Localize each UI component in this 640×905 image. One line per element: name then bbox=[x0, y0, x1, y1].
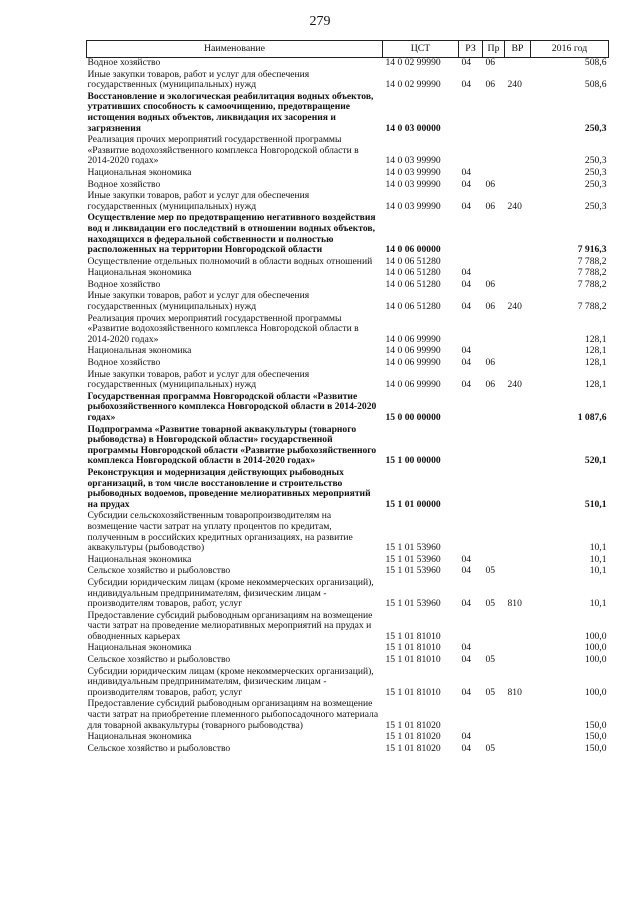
cell-pr bbox=[483, 392, 505, 425]
cell-name: Национальная экономика bbox=[87, 553, 192, 565]
cell-rz bbox=[459, 699, 483, 732]
table-row bbox=[87, 744, 609, 756]
table-row bbox=[87, 92, 609, 135]
cell-vr bbox=[505, 643, 531, 655]
table-row bbox=[87, 268, 609, 280]
cell-vr bbox=[505, 566, 531, 578]
cell-cst: 14 0 03 00000 bbox=[385, 122, 441, 134]
cell-pr bbox=[483, 92, 505, 135]
cell-rz: 04 bbox=[461, 731, 472, 743]
cell-sum: 250,3 bbox=[584, 178, 607, 190]
cell-sum: 7 788,2 bbox=[577, 278, 607, 290]
cell-name: Субсидии юридическим лицам (кроме некоммерческих организаций), индивидуальным предпринимателям, физическим лицам - производителям товаров, работ, услуг bbox=[87, 665, 374, 698]
cell-vr bbox=[505, 180, 531, 192]
cell-cst: 15 1 01 81010 bbox=[385, 630, 441, 642]
cell-cst: 15 0 00 00000 bbox=[385, 412, 441, 423]
cell-vr bbox=[505, 314, 531, 347]
cell-pr: 06 bbox=[485, 379, 496, 391]
cell-name: Восстановление и экологическая реабилитация водных объектов, утративших способность к самоочищению, предотвращение истощения водных объектов, ликвидация их засорения и загрязнения bbox=[87, 90, 374, 134]
cell-sum: 150,0 bbox=[584, 742, 607, 754]
cell-rz: 04 bbox=[461, 357, 472, 369]
table-row bbox=[87, 511, 609, 554]
cell-name: Предоставление субсидий рыбоводным организациям на возмещение части затрат на приобретение племенного рыбопосадочного материала для товарной аквакультуры (товарного рыбоводства) bbox=[87, 698, 379, 731]
cell-cst: 14 0 02 99990 bbox=[385, 57, 441, 68]
table-row bbox=[87, 425, 609, 468]
cell-pr: 06 bbox=[485, 200, 496, 212]
cell-sum: 100,0 bbox=[584, 654, 607, 666]
cell-cst: 15 1 00 00000 bbox=[385, 455, 441, 467]
cell-vr bbox=[505, 92, 531, 135]
cell-sum: 1 087,6 bbox=[577, 412, 607, 423]
cell-sum: 250,3 bbox=[584, 122, 607, 134]
cell-name: Национальная экономика bbox=[87, 166, 192, 178]
cell-vr bbox=[505, 135, 531, 168]
cell-name: Предоставление субсидий рыбоводным организациям на возмещение части затрат на проведение мелиоративных мероприятий на прудах и обводненных карьерах bbox=[87, 609, 373, 642]
cell-sum: 10,1 bbox=[589, 565, 607, 577]
cell-pr: 05 bbox=[485, 598, 496, 610]
header-pr: Пр bbox=[483, 41, 505, 58]
cell-vr bbox=[505, 280, 531, 292]
cell-cst: 15 1 01 81020 bbox=[385, 742, 441, 754]
cell-name: Иные закупки товаров, работ и услуг для обеспечения государственных (муниципальных) нужд bbox=[87, 368, 310, 391]
table-row bbox=[87, 358, 609, 370]
cell-name: Иные закупки товаров, работ и услуг для обеспечения государственных (муниципальных) нужд bbox=[87, 190, 310, 212]
cell-cst: 14 0 06 51280 bbox=[385, 278, 441, 290]
cell-cst: 14 0 06 99990 bbox=[385, 379, 441, 391]
cell-vr bbox=[505, 699, 531, 732]
cell-name: Водное хозяйство bbox=[87, 178, 161, 190]
table-row bbox=[87, 314, 609, 347]
header-cst: ЦСТ bbox=[383, 41, 459, 58]
cell-rz: 04 bbox=[461, 301, 472, 313]
cell-name: Реализация прочих мероприятий государственной программы «Развитие водохозяйственного комплекса Новгородской области в 2014-2020 годах» bbox=[87, 312, 359, 345]
cell-rz bbox=[459, 314, 483, 347]
cell-name: Национальная экономика bbox=[87, 267, 192, 279]
cell-pr: 05 bbox=[485, 742, 496, 754]
table-row bbox=[87, 191, 609, 213]
cell-vr bbox=[505, 257, 531, 269]
cell-pr bbox=[483, 168, 505, 180]
cell-vr bbox=[505, 611, 531, 644]
table-row bbox=[87, 70, 609, 92]
cell-name: Сельское хозяйство и рыболовство bbox=[87, 742, 231, 754]
cell-pr: 06 bbox=[485, 178, 496, 190]
header-year: 2016 год bbox=[531, 41, 609, 58]
cell-pr bbox=[483, 699, 505, 732]
header-rz: РЗ bbox=[459, 41, 483, 58]
cell-pr bbox=[483, 425, 505, 468]
table-body bbox=[87, 58, 609, 756]
cell-sum: 128,1 bbox=[584, 333, 607, 345]
header-vr: ВР bbox=[505, 41, 531, 58]
table-row bbox=[87, 135, 609, 168]
cell-sum: 7 788,2 bbox=[577, 255, 607, 267]
cell-rz: 04 bbox=[461, 267, 472, 279]
cell-sum: 128,1 bbox=[584, 345, 607, 357]
table-row bbox=[87, 291, 609, 313]
cell-sum: 100,0 bbox=[584, 642, 607, 654]
cell-rz: 04 bbox=[461, 654, 472, 666]
cell-pr: 06 bbox=[485, 301, 496, 313]
cell-cst: 14 0 06 51280 bbox=[385, 267, 441, 279]
cell-vr bbox=[505, 392, 531, 425]
cell-sum: 150,0 bbox=[584, 731, 607, 743]
cell-vr bbox=[505, 655, 531, 667]
cell-sum: 508,6 bbox=[584, 57, 607, 68]
cell-cst: 15 1 01 81010 bbox=[385, 642, 441, 654]
cell-sum: 128,1 bbox=[584, 379, 607, 391]
cell-cst: 14 0 03 99990 bbox=[385, 178, 441, 190]
cell-name: Реализация прочих мероприятий государственной программы «Развитие водохозяйственного комплекса Новгородской области в 2014-2020 годах» bbox=[87, 134, 359, 167]
cell-vr: 810 bbox=[507, 686, 522, 698]
cell-rz: 04 bbox=[461, 178, 472, 190]
table-row bbox=[87, 168, 609, 180]
cell-sum: 508,6 bbox=[584, 79, 607, 91]
cell-name: Водное хозяйство bbox=[87, 57, 161, 68]
cell-rz bbox=[459, 425, 483, 468]
cell-rz bbox=[459, 468, 483, 511]
cell-pr: 06 bbox=[485, 57, 496, 68]
cell-rz: 04 bbox=[461, 278, 472, 290]
cell-cst: 15 1 01 53960 bbox=[385, 598, 441, 610]
cell-name: Осуществление мер по предотвращению негативного воздействия вод и ликвидации его последствий в отношении водных объектов, находящихся в федеральной собственности и полностью расположенных на территории Новгородской области bbox=[87, 212, 376, 256]
cell-vr: 240 bbox=[507, 379, 522, 391]
cell-rz: 04 bbox=[461, 742, 472, 754]
cell-cst: 14 0 06 99990 bbox=[385, 333, 441, 345]
table-row bbox=[87, 58, 609, 70]
cell-pr: 05 bbox=[485, 686, 496, 698]
cell-cst: 14 0 06 99990 bbox=[385, 357, 441, 369]
cell-pr: 06 bbox=[485, 357, 496, 369]
cell-pr bbox=[483, 468, 505, 511]
cell-rz bbox=[459, 392, 483, 425]
cell-pr bbox=[483, 611, 505, 644]
cell-name: Водное хозяйство bbox=[87, 278, 161, 290]
cell-sum: 7 788,2 bbox=[577, 267, 607, 279]
cell-pr bbox=[483, 257, 505, 269]
cell-rz bbox=[459, 511, 483, 554]
cell-cst: 15 1 01 53960 bbox=[385, 565, 441, 577]
table-row bbox=[87, 213, 609, 256]
cell-rz: 04 bbox=[461, 200, 472, 212]
cell-cst: 14 0 03 99990 bbox=[385, 155, 441, 167]
cell-vr bbox=[505, 168, 531, 180]
cell-name: Национальная экономика bbox=[87, 731, 192, 743]
cell-sum: 100,0 bbox=[584, 686, 607, 698]
table-row bbox=[87, 468, 609, 511]
cell-cst: 14 0 06 00000 bbox=[385, 244, 441, 256]
cell-vr: 240 bbox=[507, 79, 522, 91]
cell-sum: 250,3 bbox=[584, 200, 607, 212]
cell-name: Реконструкция и модернизация действующих рыбоводных организаций, в том числе восстановление и строительство рыбоводных водоемов, проведение мелиоративных мероприятий на прудах bbox=[87, 466, 371, 510]
header-name: Наименование bbox=[87, 41, 383, 58]
cell-rz bbox=[459, 213, 483, 256]
cell-name: Государственная программа Новгородской области «Развитие рыбохозяйственного комплекса Новгородской области в 2014-2020 годах» bbox=[87, 390, 377, 423]
cell-sum: 250,3 bbox=[584, 166, 607, 178]
cell-pr bbox=[483, 135, 505, 168]
cell-cst: 15 1 01 81020 bbox=[385, 731, 441, 743]
cell-name: Субсидии сельскохозяйственным товаропроизводителям на возмещение части затрат на уплату процентов по кредитам, полученным в российских кредитных организациях, на развитие аквакультуры (рыбоводство) bbox=[87, 510, 353, 554]
table-row bbox=[87, 667, 609, 700]
cell-pr: 05 bbox=[485, 565, 496, 577]
cell-cst: 14 0 03 99990 bbox=[385, 200, 441, 212]
cell-cst: 15 1 01 81010 bbox=[385, 686, 441, 698]
cell-cst: 15 1 01 53960 bbox=[385, 542, 441, 554]
cell-vr: 810 bbox=[507, 598, 522, 610]
cell-rz: 04 bbox=[461, 345, 472, 357]
cell-vr bbox=[505, 346, 531, 358]
cell-rz: 04 bbox=[461, 57, 472, 68]
cell-sum: 10,1 bbox=[589, 553, 607, 565]
cell-vr bbox=[505, 511, 531, 554]
cell-pr: 06 bbox=[485, 278, 496, 290]
cell-name: Осуществление отдельных полномочий в области водных отношений bbox=[87, 255, 373, 267]
cell-sum: 100,0 bbox=[584, 630, 607, 642]
cell-cst: 14 0 02 99990 bbox=[385, 79, 441, 91]
cell-vr: 240 bbox=[507, 301, 522, 313]
cell-pr bbox=[483, 213, 505, 256]
table-row bbox=[87, 346, 609, 358]
cell-rz: 04 bbox=[461, 553, 472, 565]
cell-pr: 06 bbox=[485, 79, 496, 91]
cell-rz: 04 bbox=[461, 686, 472, 698]
cell-cst: 15 1 01 81010 bbox=[385, 654, 441, 666]
cell-vr bbox=[505, 268, 531, 280]
cell-rz: 04 bbox=[461, 598, 472, 610]
cell-vr bbox=[505, 358, 531, 370]
table-header-row bbox=[87, 41, 609, 58]
cell-cst: 14 0 06 51280 bbox=[385, 255, 441, 267]
cell-rz bbox=[459, 611, 483, 644]
table-row bbox=[87, 655, 609, 667]
cell-name: Водное хозяйство bbox=[87, 357, 161, 369]
table-row bbox=[87, 370, 609, 392]
cell-vr bbox=[505, 744, 531, 756]
cell-name: Сельское хозяйство и рыболовство bbox=[87, 654, 231, 666]
cell-cst: 15 1 01 00000 bbox=[385, 498, 441, 510]
cell-vr bbox=[505, 58, 531, 70]
cell-rz: 04 bbox=[461, 379, 472, 391]
cell-sum: 510,1 bbox=[584, 498, 607, 510]
table-row bbox=[87, 611, 609, 644]
cell-sum: 520,1 bbox=[584, 455, 607, 467]
table-row bbox=[87, 392, 609, 425]
budget-table bbox=[86, 40, 609, 755]
cell-sum: 128,1 bbox=[584, 357, 607, 369]
cell-rz: 04 bbox=[461, 565, 472, 577]
cell-rz: 04 bbox=[461, 642, 472, 654]
cell-pr bbox=[483, 511, 505, 554]
cell-name: Национальная экономика bbox=[87, 345, 192, 357]
cell-sum: 10,1 bbox=[589, 542, 607, 554]
cell-vr bbox=[505, 555, 531, 567]
cell-vr bbox=[505, 468, 531, 511]
cell-sum: 150,0 bbox=[584, 719, 607, 731]
cell-sum: 10,1 bbox=[589, 598, 607, 610]
cell-cst: 14 0 06 99990 bbox=[385, 345, 441, 357]
page-number: 279 bbox=[309, 14, 331, 29]
cell-sum: 250,3 bbox=[584, 155, 607, 167]
table-row bbox=[87, 578, 609, 611]
cell-cst: 15 1 01 53960 bbox=[385, 553, 441, 565]
cell-cst: 14 0 03 99990 bbox=[385, 166, 441, 178]
cell-rz: 04 bbox=[461, 166, 472, 178]
cell-name: Иные закупки товаров, работ и услуг для обеспечения государственных (муниципальных) нужд bbox=[87, 290, 310, 313]
cell-sum: 7 916,3 bbox=[577, 244, 607, 256]
cell-rz bbox=[459, 135, 483, 168]
cell-rz bbox=[459, 92, 483, 135]
cell-vr: 240 bbox=[507, 200, 522, 212]
cell-name: Национальная экономика bbox=[87, 642, 192, 654]
cell-vr bbox=[505, 213, 531, 256]
cell-pr bbox=[483, 314, 505, 347]
cell-sum: 7 788,2 bbox=[577, 301, 607, 313]
cell-vr bbox=[505, 732, 531, 744]
cell-name: Подпрограмма «Развитие товарной аквакультуры (товарного рыбоводства) в Новгородской области» государственной программы Новгородской области «Развитие рыбохозяйственного комплекса Новгородской области в 2014-2020 годах» bbox=[87, 423, 377, 467]
cell-cst: 15 1 01 81020 bbox=[385, 719, 441, 731]
cell-rz: 04 bbox=[461, 79, 472, 91]
cell-name: Сельское хозяйство и рыболовство bbox=[87, 565, 231, 577]
cell-name: Субсидии юридическим лицам (кроме некоммерческих организаций), индивидуальным предпринимателям, физическим лицам - производителям товаров, работ, услуг bbox=[87, 576, 374, 610]
cell-pr: 05 bbox=[485, 654, 496, 666]
cell-vr bbox=[505, 425, 531, 468]
table-row bbox=[87, 699, 609, 732]
cell-cst: 14 0 06 51280 bbox=[385, 301, 441, 313]
cell-name: Иные закупки товаров, работ и услуг для обеспечения государственных (муниципальных) нужд bbox=[87, 68, 310, 91]
